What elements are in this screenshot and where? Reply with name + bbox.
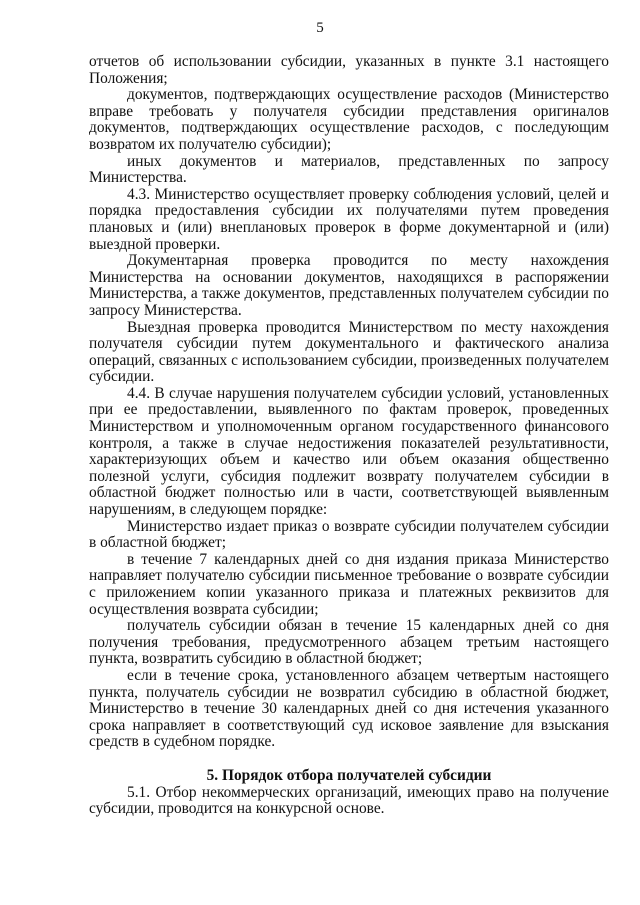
document-body bbox=[89, 54, 609, 818]
paragraph-order-issued: Министерство издает приказ о возврате субсидии получателем субсидии в областной бюджет; bbox=[89, 517, 609, 552]
paragraph-reports: отчетов об использовании субсидии, указанных в пункте 3.1 настоящего Положения; bbox=[89, 53, 609, 87]
page-number: 5 bbox=[316, 20, 324, 36]
paragraph-documentary-check: Документарная проверка проводится по месту нахождения Министерства на основании документов, находящихся в распоряжении Министерства, а также документов, представленных получателем субсидии по запросу Министерства. bbox=[89, 252, 609, 319]
paragraph-7-days: в течение 7 календарных дней со дня издания приказа Министерство направляет получателю субсидии письменное требование о возврате субсидии с приложением копии указанного приказа и платежных реквизитов для осуществления возврата субсидии; bbox=[89, 550, 609, 618]
paragraph-30-days: если в течение срока, установленного абзацем четвертым настоящего пункта, получатель субсидии не возвратил субсидию в областной бюджет, Министерство в течение 30 календарных дней со дня истечения указанного срока направляет в соответствующий суд исковое заявление для взыскания средств в судебном порядке. bbox=[89, 666, 609, 751]
section-5-heading: 5. Порядок отбора получателей субсидии bbox=[206, 766, 492, 784]
paragraph-4-4: 4.4. В случае нарушения получателем субсидии условий, установленных при ее предоставлении, выявленного по фактам проверок, проведенных Министерством и уполномоченным органом государственного финансового контроля, а также в случае недостижения показателей результативности, характеризующих объем и качество или объем оказания общественно полезной услуги, субсидия подлежит возврату получателем субсидии в областной бюджет полностью или в части, соответствующей выявленным нарушениям, в следующем порядке: bbox=[89, 384, 609, 519]
paragraph-15-days: получатель субсидии обязан в течение 15 календарных дней со дня получения требования, предусмотренного абзацем третьим настоящего пункта, возвратить субсидию в областной бюджет; bbox=[89, 617, 609, 668]
paragraph-field-check: Выездная проверка проводится Министерством по месту нахождения получателя субсидии путем документального и фактического анализа операций, связанных с использованием субсидии, произведенных получателем субсидии. bbox=[89, 318, 609, 386]
paragraph-5-1: 5.1. Отбор некоммерческих организаций, имеющих право на получение субсидии, проводится на конкурсной основе. bbox=[89, 783, 609, 818]
paragraph-expense-documents: документов, подтверждающих осуществление расходов (Министерство вправе требовать у получателя субсидии представления оригиналов документов, подтверждающих осуществление расходов, с последующим возвратом их получателю субсидии); bbox=[89, 86, 609, 153]
paragraph-other-documents: иных документов и материалов, представленных по запросу Министерства. bbox=[89, 152, 609, 187]
paragraph-4-3: 4.3. Министерство осуществляет проверку соблюдения условий, целей и порядка предоставления субсидии их получателями путем проведения плановых и (или) внеплановых проверок в форме документарной и (или) выездной проверки. bbox=[89, 185, 609, 253]
